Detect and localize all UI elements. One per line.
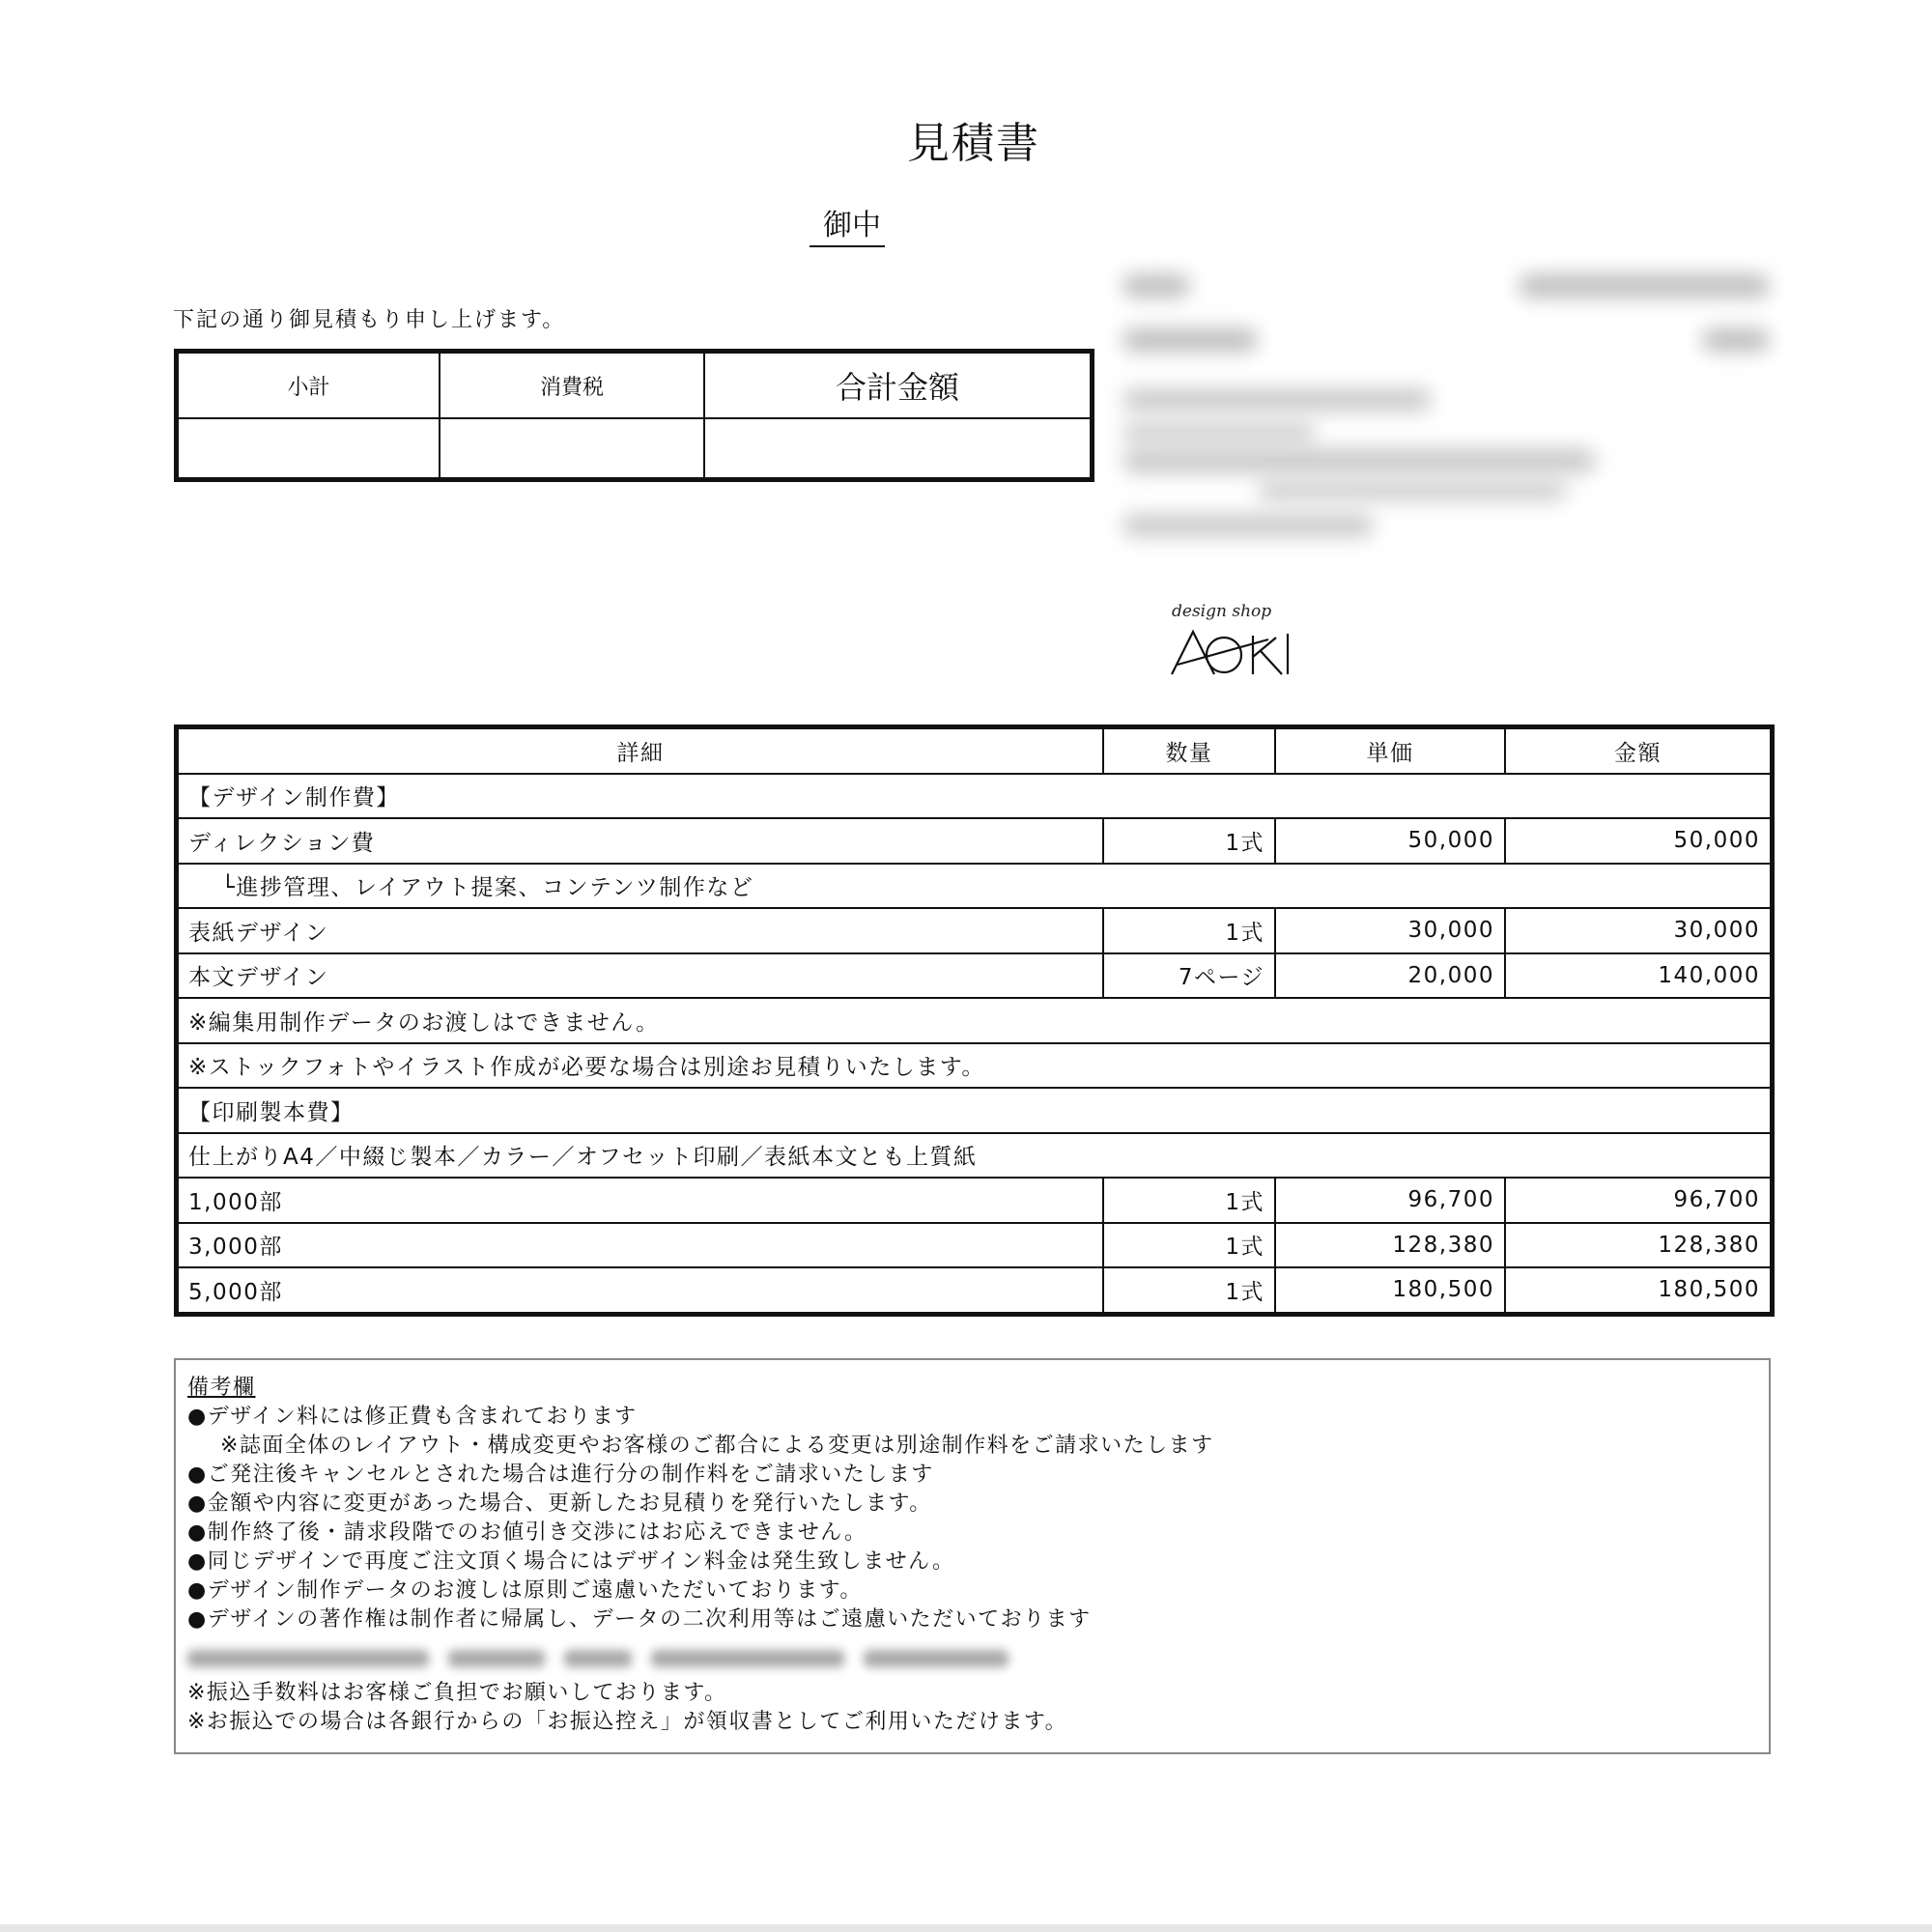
item-detail: 1,000部 (177, 1178, 1104, 1223)
remark-line: ※誌面全体のレイアウト・構成変更やお客様のご都合による変更は別途制作料をご請求いたします (220, 1434, 1214, 1458)
intro-text: 下記の通り御見積もり申し上げます。 (173, 308, 566, 332)
item-amount: 50,000 (1505, 818, 1773, 864)
item-detail: 本文デザイン (177, 953, 1104, 999)
item-qty: 1式 (1103, 1267, 1275, 1314)
aoki-logo (1164, 597, 1338, 680)
item-row (177, 1267, 1773, 1314)
item-unit-price: 50,000 (1275, 818, 1505, 864)
remarks-box (174, 1358, 1771, 1754)
item-unit-price: 128,380 (1275, 1223, 1505, 1268)
item-row (177, 1178, 1773, 1223)
section-label: 【デザイン制作費】 (177, 774, 1773, 819)
item-amount: 140,000 (1505, 953, 1773, 999)
note-row (177, 1133, 1773, 1179)
total-header: 合計金額 (704, 352, 1093, 419)
remark-line: ●ご発注後キャンセルとされた場合は進行分の制作料をご請求いたします (187, 1463, 934, 1487)
note-row (177, 864, 1773, 909)
subtotal-value (177, 418, 440, 480)
remark-line: ●同じデザインで再度ご注文頂く場合にはデザイン料金は発生致しません。 (187, 1549, 955, 1574)
item-detail: ディレクション費 (177, 818, 1104, 864)
remarks-heading: 備考欄 (187, 1376, 256, 1400)
item-amount: 180,500 (1505, 1267, 1773, 1314)
item-detail: 5,000部 (177, 1267, 1104, 1314)
item-row (177, 908, 1773, 953)
item-qty: 1式 (1103, 908, 1275, 953)
row-note: └進捗管理、レイアウト提案、コンテンツ制作など (177, 864, 1773, 909)
summary-table (174, 349, 1094, 482)
remark-line: ●制作終了後・請求段階でのお値引き交渉にはお応えできません。 (187, 1520, 867, 1545)
svg-text:design shop: design shop (1172, 602, 1272, 621)
item-row (177, 953, 1773, 999)
transfer-fee-note: ※振込手数料はお客様ご負担でお願いしております。 (187, 1681, 727, 1705)
tax-value (440, 418, 704, 480)
addressee: 御中 (810, 207, 885, 247)
tax-header: 消費税 (440, 352, 704, 419)
row-note: ※ストックフォトやイラスト作成が必要な場合は別途お見積りいたします。 (177, 1043, 1773, 1089)
item-qty: 7ページ (1103, 953, 1275, 999)
row-note: ※編集用制作データのお渡しはできません。 (177, 998, 1773, 1043)
item-unit-price: 180,500 (1275, 1267, 1505, 1314)
section-label: 【印刷製本費】 (177, 1088, 1773, 1133)
item-amount: 128,380 (1505, 1223, 1773, 1268)
redacted-company-info (1113, 253, 1780, 549)
detail-header: 詳細 (177, 727, 1104, 774)
item-qty: 1式 (1103, 1223, 1275, 1268)
receipt-note: ※お振込での場合は各銀行からの「お振込控え」が領収書としてご利用いただけます。 (187, 1710, 1068, 1734)
amount-header: 金額 (1505, 727, 1773, 774)
section-row (177, 1088, 1773, 1133)
items-table (174, 724, 1775, 1317)
total-value (704, 418, 1093, 480)
item-detail: 3,000部 (177, 1223, 1104, 1268)
remark-line: ●デザイン制作データのお渡しは原則ご遠慮いただいております。 (187, 1578, 863, 1603)
section-row (177, 774, 1773, 819)
item-detail: 表紙デザイン (177, 908, 1104, 953)
redacted-bank-info (187, 1642, 1221, 1675)
item-qty: 1式 (1103, 818, 1275, 864)
row-note: 仕上がりA4／中綴じ製本／カラー／オフセット印刷／表紙本文とも上質紙 (177, 1133, 1773, 1179)
item-row (177, 818, 1773, 864)
item-unit-price: 20,000 (1275, 953, 1505, 999)
page-bottom-edge (0, 1924, 1932, 1932)
note-row (177, 998, 1773, 1043)
document-title: 見積書 (907, 119, 1040, 168)
subtotal-header: 小計 (177, 352, 440, 419)
item-qty: 1式 (1103, 1178, 1275, 1223)
remark-line: ●金額や内容に変更があった場合、更新したお見積りを発行いたします。 (187, 1492, 932, 1516)
remark-line: ●デザイン料には修正費も含まれております (187, 1405, 638, 1429)
item-unit-price: 30,000 (1275, 908, 1505, 953)
note-row (177, 1043, 1773, 1089)
item-row (177, 1223, 1773, 1268)
item-amount: 30,000 (1505, 908, 1773, 953)
remark-line: ●デザインの著作権は制作者に帰属し、データの二次利用等はご遠慮いただいております (187, 1607, 1092, 1632)
qty-header: 数量 (1103, 727, 1275, 774)
item-amount: 96,700 (1505, 1178, 1773, 1223)
item-unit-price: 96,700 (1275, 1178, 1505, 1223)
unit-price-header: 単価 (1275, 727, 1505, 774)
